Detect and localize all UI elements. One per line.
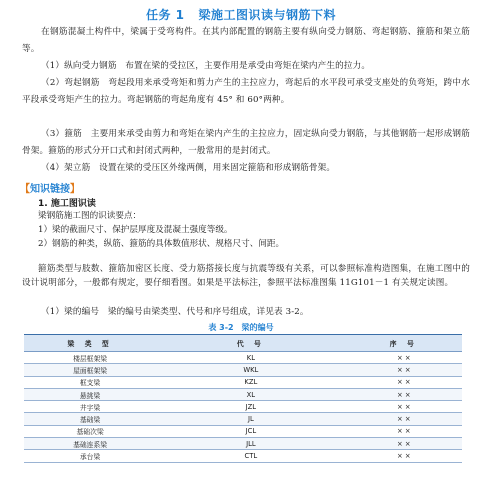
cell-code: KL xyxy=(156,352,345,364)
cell-serial: × × xyxy=(346,376,462,388)
cell-beam-type: 基础梁 xyxy=(24,413,156,425)
cell-serial: × × xyxy=(346,352,462,364)
task-label: 任务 1 xyxy=(145,8,185,22)
table-row xyxy=(24,450,462,462)
reading-points-intro: 梁钢筋施工图的识读要点： xyxy=(38,211,142,221)
section-heading: 【知识链接】 xyxy=(20,184,80,195)
task-title: 梁施工图识读与钢筋下料 xyxy=(198,8,337,22)
table-row xyxy=(24,401,462,413)
erection-rebar-paragraph: （4）架立筋 设置在梁的受压区外缘两侧，用来固定箍筋和形成钢筋骨架。 xyxy=(41,163,336,173)
column-header-code: 代 号 xyxy=(156,335,345,352)
page-title xyxy=(0,6,482,23)
cell-serial: × × xyxy=(346,450,462,462)
cell-code: JZL xyxy=(156,401,345,413)
bent-rebar-paragraph: （2）弯起钢筋 弯起段用来承受弯矩和剪力产生的主拉应力，弯起后的水平段可承受支座处的负弯矩，跨中水平段承受弯矩产生的拉力。弯起钢筋的弯起角度有 45° 和 60°两种。 xyxy=(22,78,470,105)
beam-code-paragraph: （1）梁的编号 梁的编号由梁类型、代号和序号组成，详见表 3-2。 xyxy=(41,307,309,317)
stirrup-paragraph: （3）箍筋 主要用来承受由剪力和弯矩在梁内产生的主拉应力，固定纵向受力钢筋，与其他钢筋一起形成钢筋骨架。箍筋的形式分开口式和封闭式两种，一般常用的是封闭式。 xyxy=(22,129,470,156)
table-caption: 表 3-2 梁的编号 xyxy=(208,323,274,332)
cell-serial: × × xyxy=(346,364,462,376)
cell-serial: × × xyxy=(346,401,462,413)
cell-beam-type: 井字梁 xyxy=(24,401,156,413)
cell-beam-type: 承台梁 xyxy=(24,450,156,462)
table-row xyxy=(24,413,462,425)
table-row xyxy=(24,376,462,388)
table-row xyxy=(24,425,462,437)
cell-beam-type: 基础次梁 xyxy=(24,425,156,437)
column-header-serial: 序 号 xyxy=(346,335,462,352)
cell-serial: × × xyxy=(346,438,462,450)
cell-beam-type: 悬挑梁 xyxy=(24,388,156,400)
subsection-heading: 1. 施工图识读 xyxy=(38,199,96,209)
cell-code: JL xyxy=(156,413,345,425)
cell-code: CTL xyxy=(156,450,345,462)
table-row xyxy=(24,388,462,400)
table-row xyxy=(24,364,462,376)
beam-code-table xyxy=(24,334,462,463)
stirrup-type-paragraph: 箍筋类型与肢数、箍筋加密区长度、受力筋搭接长度与抗震等级有关系，可以参照标准构造图集，在施工图中的设计说明部分，一般都有规定，要仔细看图。如果是平法标注，参照平法标准图集 11G101－1 有关规定读图。 xyxy=(22,264,470,288)
cell-code: XL xyxy=(156,388,345,400)
cell-code: JCL xyxy=(156,425,345,437)
reading-point-1: 1）梁的截面尺寸、保护层厚度及混凝土强度等级。 xyxy=(38,225,233,235)
cell-serial: × × xyxy=(346,413,462,425)
cell-beam-type: 基础连系梁 xyxy=(24,438,156,450)
cell-code: WKL xyxy=(156,364,345,376)
cell-beam-type: 屋面框架梁 xyxy=(24,364,156,376)
cell-beam-type: 楼层框架梁 xyxy=(24,352,156,364)
intro-paragraph: 在钢筋混凝土构件中，梁属于受弯构件。在其内部配置的钢筋主要有纵向受力钢筋、弯起钢筋、箍筋和架立筋等。 xyxy=(22,27,470,54)
table-row xyxy=(24,352,462,364)
cell-serial: × × xyxy=(346,425,462,437)
table-row xyxy=(24,438,462,450)
column-header-type: 梁 类 型 xyxy=(24,335,156,352)
cell-beam-type: 框支梁 xyxy=(24,376,156,388)
reading-point-2: 2）钢筋的种类，纵筋、箍筋的具体数值形状、规格尺寸、间距。 xyxy=(38,239,285,249)
longitudinal-rebar-paragraph: （1）纵向受力钢筋 布置在梁的受拉区，主要作用是承受由弯矩在梁内产生的拉力。 xyxy=(41,61,371,71)
cell-serial: × × xyxy=(346,388,462,400)
cell-code: KZL xyxy=(156,376,345,388)
cell-code: JLL xyxy=(156,438,345,450)
